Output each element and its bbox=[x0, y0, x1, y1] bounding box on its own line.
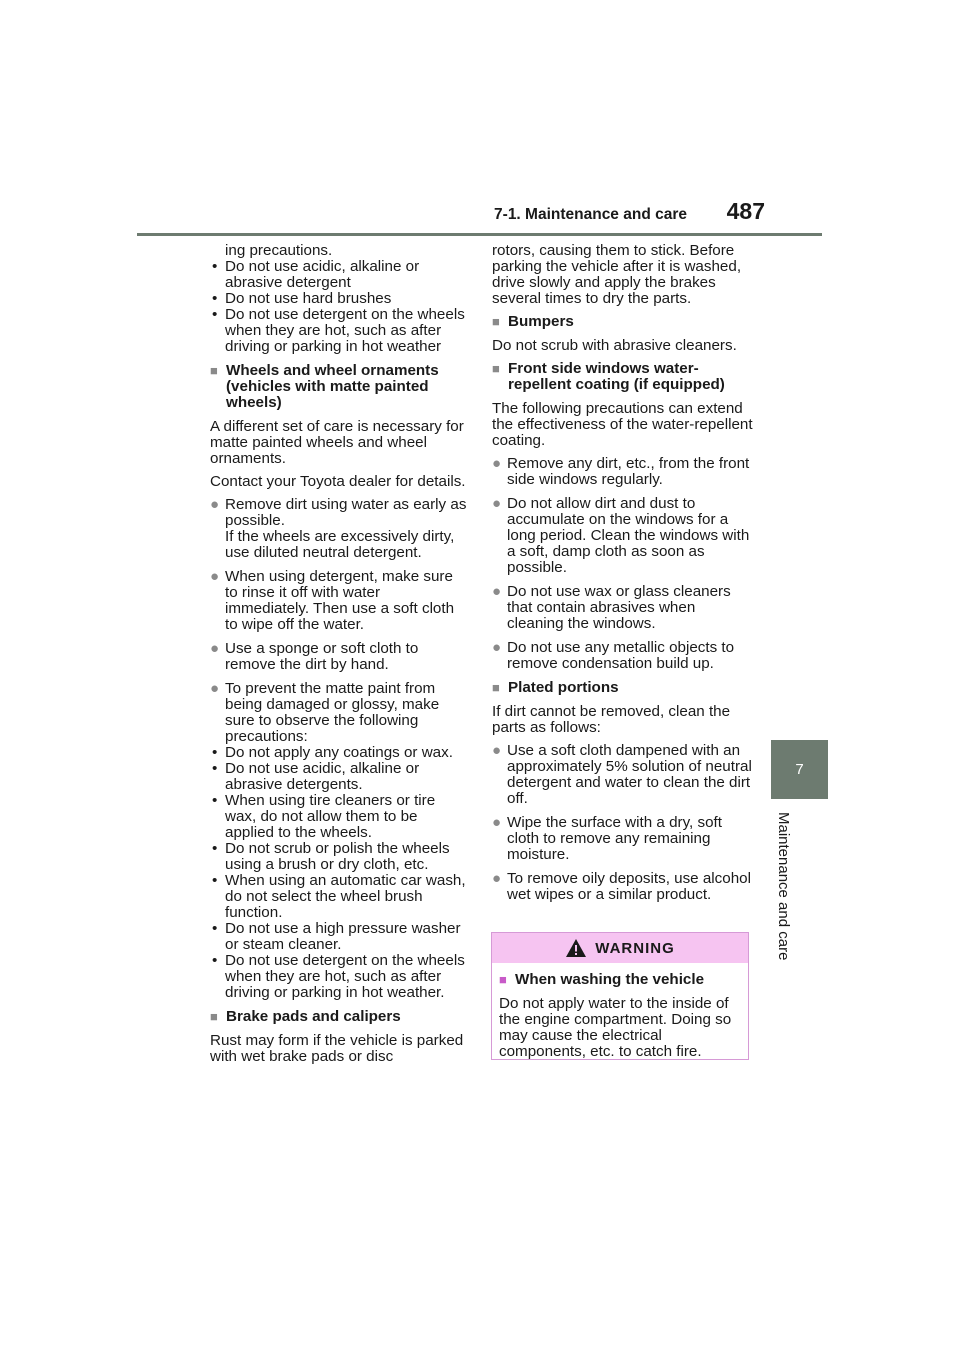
wheels-heading bbox=[210, 363, 468, 411]
bullet-dot-icon: ● bbox=[492, 495, 502, 512]
square-marker-icon: ■ bbox=[499, 972, 507, 987]
heading-text: Plated portions bbox=[508, 679, 619, 696]
list-item-text: Wipe the surface with a dry, soft cloth to remove any remaining moisture. bbox=[507, 814, 722, 863]
dash-item-text: Do not use acidic, alkaline or abrasive detergents. bbox=[225, 760, 420, 793]
precautions-continued bbox=[210, 243, 468, 355]
list-item bbox=[492, 871, 756, 903]
heading-text: Brake pads and calipers bbox=[226, 1008, 401, 1025]
text-line: ing precautions. bbox=[225, 242, 333, 259]
list-item-text: Remove dirt using water as early as possible. bbox=[225, 496, 467, 529]
list-item bbox=[492, 496, 756, 576]
dash-item-text: Do not use acidic, alkaline or abrasive detergent bbox=[225, 258, 420, 291]
square-marker-icon: ■ bbox=[492, 314, 500, 329]
list-item-text: Remove any dirt, etc., from the front side windows regularly. bbox=[507, 455, 750, 488]
bullet-dot-icon: ● bbox=[492, 870, 502, 887]
list-item bbox=[492, 456, 756, 488]
dash-item-text: Do not use a high pressure washer or steam cleaner. bbox=[225, 920, 461, 953]
warning-header bbox=[492, 933, 748, 963]
dash-item: • When using tire cleaners or tire wax, do not allow them to be applied to the wheels. bbox=[212, 792, 436, 841]
list-item-text: Use a soft cloth dampened with an approximately 5% solution of neutral detergent and water to clean the dirt off. bbox=[507, 742, 752, 807]
bullet-dot-icon: ● bbox=[492, 814, 502, 831]
dash-item: • Do not scrub or polish the wheels using a brush or dry cloth, etc. bbox=[212, 840, 450, 873]
dash-item: • When using an automatic car wash, do not select the wheel brush function. bbox=[212, 872, 466, 921]
list-item bbox=[210, 641, 468, 673]
list-item bbox=[492, 743, 756, 807]
header-rule bbox=[137, 233, 822, 236]
square-marker-icon: ■ bbox=[210, 363, 218, 378]
paragraph: If dirt cannot be removed, clean the parts as follows: bbox=[492, 703, 731, 736]
list-item bbox=[492, 584, 756, 632]
bullet-dot-icon: ● bbox=[210, 568, 220, 585]
heading-text: When washing the vehicle bbox=[515, 971, 705, 988]
warning-triangle-icon bbox=[565, 938, 587, 958]
paragraph: Rust may form if the vehicle is parked with wet brake pads or disc bbox=[210, 1032, 464, 1065]
bullet-dot-icon: ● bbox=[492, 639, 502, 656]
paragraph: A different set of care is necessary for matte painted wheels and wheel ornaments. bbox=[210, 418, 464, 467]
matte-precautions-list bbox=[210, 745, 468, 1001]
list-item bbox=[492, 640, 756, 672]
windows-heading bbox=[492, 361, 756, 393]
list-item-text: Use a sponge or soft cloth to remove the dirt by hand. bbox=[225, 640, 419, 673]
warning-box bbox=[491, 932, 749, 1060]
warning-label: WARNING bbox=[595, 939, 675, 957]
paragraph: Do not scrub with abrasive cleaners. bbox=[492, 337, 737, 354]
list-item-text: To remove oily deposits, use alcohol wet wipes or a similar product. bbox=[507, 870, 751, 903]
square-marker-icon: ■ bbox=[492, 680, 500, 695]
dash-item-text: When using tire cleaners or tire wax, do not allow them to be applied to the wheels. bbox=[225, 792, 436, 841]
dash-item: • Do not use detergent on the wheels when they are hot, such as after driving or parking in hot weather bbox=[212, 306, 465, 355]
heading-text: Bumpers bbox=[508, 313, 574, 330]
warning-body bbox=[492, 963, 748, 1060]
dash-item-text: Do not use detergent on the wheels when they are hot, such as after driving or parking in hot weather. bbox=[225, 952, 465, 1001]
square-marker-icon: ■ bbox=[492, 361, 500, 376]
list-item bbox=[210, 569, 468, 633]
right-column bbox=[492, 243, 756, 911]
bullet-dot-icon: ● bbox=[210, 680, 220, 697]
square-marker-icon: ■ bbox=[210, 1009, 218, 1024]
bullet-dot-icon: ● bbox=[210, 496, 220, 513]
bullet-dot-icon: ● bbox=[210, 640, 220, 657]
list-item-text: When using detergent, make sure to rinse it off with water immediately. Then use a soft cloth to wipe off the water. bbox=[225, 568, 455, 633]
left-column bbox=[210, 243, 468, 1072]
heading-text: Front side windows water-repellent coating (if equipped) bbox=[508, 360, 725, 393]
dash-item: • Do not use detergent on the wheels when they are hot, such as after driving or parking in hot weather. bbox=[212, 952, 465, 1001]
dash-item-text: Do not use detergent on the wheels when they are hot, such as after driving or parking in hot weather bbox=[225, 306, 465, 355]
list-item-text: Do not use any metallic objects to remove condensation build up. bbox=[507, 639, 735, 672]
dash-item-text: When using an automatic car wash, do not select the wheel brush function. bbox=[225, 872, 466, 921]
dash-item-text: Do not use hard brushes bbox=[225, 290, 392, 307]
list-item-note: If the wheels are excessively dirty, use diluted neutral detergent. bbox=[225, 528, 455, 561]
paragraph: Contact your Toyota dealer for details. bbox=[210, 473, 466, 490]
list-item bbox=[210, 681, 468, 745]
list-item bbox=[210, 497, 468, 561]
paragraph: rotors, causing them to stick. Before parking the vehicle after it is washed, drive slowly and apply the brakes several times to dry the parts. bbox=[492, 242, 742, 307]
list-item bbox=[492, 815, 756, 863]
warning-text: Do not apply water to the inside of the engine compartment. Doing so may cause the electrical components, etc. to catch fire. bbox=[499, 995, 732, 1060]
bullet-dot-icon: ● bbox=[492, 742, 502, 759]
dash-item-text: Do not apply any coatings or wax. bbox=[225, 744, 453, 761]
chapter-title: Maintenance and care bbox=[775, 812, 792, 961]
dash-item: • Do not use hard brushes bbox=[212, 290, 392, 307]
bullet-dot-icon: ● bbox=[492, 583, 502, 600]
dash-item-text: Do not scrub or polish the wheels using a brush or dry cloth, etc. bbox=[225, 840, 450, 873]
dash-item: • Do not use acidic, alkaline or abrasive detergent bbox=[212, 258, 420, 291]
bumpers-heading bbox=[492, 314, 756, 330]
dash-item: • Do not use a high pressure washer or steam cleaner. bbox=[212, 920, 461, 953]
list-item-text: To prevent the matte paint from being damaged or glossy, make sure to observe the following precautions: bbox=[225, 680, 440, 745]
list-item-text: Do not use wax or glass cleaners that contain abrasives when cleaning the windows. bbox=[507, 583, 731, 632]
section-title: 7-1. Maintenance and care bbox=[494, 206, 687, 223]
paragraph: The following precautions can extend the effectiveness of the water-repellent coating. bbox=[492, 400, 753, 449]
chapter-tab[interactable] bbox=[771, 740, 828, 799]
brake-heading bbox=[210, 1009, 468, 1025]
warning-subheading bbox=[499, 972, 740, 988]
chapter-number: 7 bbox=[795, 761, 804, 778]
list-item-text: Do not allow dirt and dust to accumulate on the windows for a long period. Clean the windows with a soft, damp cloth as soon as possible. bbox=[507, 495, 750, 576]
chapter-title-vertical bbox=[770, 812, 792, 992]
page-number: 487 bbox=[726, 198, 765, 224]
heading-text: Wheels and wheel ornaments (vehicles with matte painted wheels) bbox=[226, 362, 439, 411]
dash-item: • Do not apply any coatings or wax. bbox=[212, 744, 453, 761]
plated-heading bbox=[492, 680, 756, 696]
bullet-dot-icon: ● bbox=[492, 455, 502, 472]
dash-item: • Do not use acidic, alkaline or abrasive detergents. bbox=[212, 760, 420, 793]
